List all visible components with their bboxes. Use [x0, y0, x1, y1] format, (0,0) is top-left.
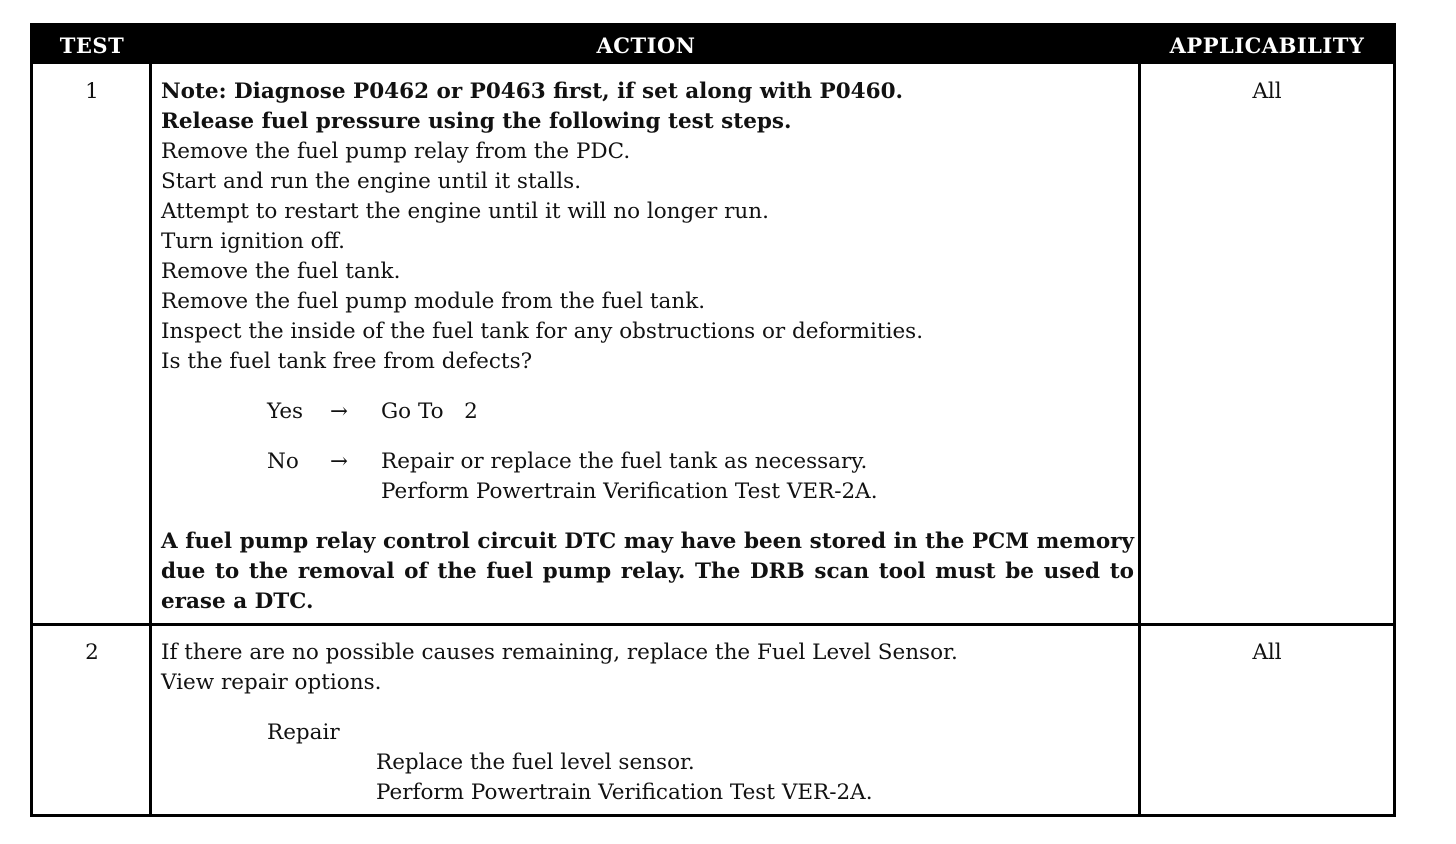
repair-label: Repair — [267, 720, 340, 745]
table-header — [33, 26, 1393, 64]
row-divider — [33, 623, 1393, 626]
question-line: Is the fuel tank free from defects? — [161, 349, 533, 374]
step-line: View repair options. — [161, 670, 382, 695]
repair-step: Perform Powertrain Verification Test VER-2A. — [376, 780, 873, 805]
dtc-warning: A fuel pump relay control circuit DTC may have been stored in the PCM memory due to the removal of the fuel pump relay. The DRB scan tool must be used to erase a DTC. — [161, 529, 1134, 614]
goto-text: Go To 2 — [381, 399, 478, 424]
applicability-value: All — [1252, 640, 1282, 665]
diagnostic-table — [30, 23, 1396, 817]
no-option — [161, 447, 1146, 477]
yes-label: Yes — [267, 399, 304, 424]
step-line: Turn ignition off. — [161, 229, 345, 254]
no-action-text: Repair or replace the fuel tank as necessary. — [381, 449, 868, 474]
yes-option — [161, 397, 1146, 427]
applicability-value: All — [1252, 79, 1282, 104]
step-line: If there are no possible causes remaining, replace the Fuel Level Sensor. — [161, 640, 958, 665]
test-number: 1 — [85, 79, 99, 104]
test-number: 2 — [85, 640, 99, 665]
no-label: No — [267, 449, 299, 474]
step-line: Remove the fuel pump relay from the PDC. — [161, 139, 631, 164]
step-line: Start and run the engine until it stalls. — [161, 169, 582, 194]
header-applicability: APPLICABILITY — [1169, 33, 1365, 58]
step-line: Attempt to restart the engine until it will no longer run. — [161, 199, 769, 224]
step-line: Inspect the inside of the fuel tank for any obstructions or deformities. — [161, 319, 924, 344]
no-action-text: Perform Powertrain Verification Test VER-2A. — [381, 479, 878, 504]
step-line: Remove the fuel pump module from the fuel tank. — [161, 289, 706, 314]
action-cell — [161, 638, 1146, 808]
column-divider — [149, 64, 152, 814]
header-action: ACTION — [596, 33, 696, 58]
step-line: Remove the fuel tank. — [161, 259, 401, 284]
arrow-icon: → — [330, 449, 349, 474]
note-line: Note: Diagnose P0462 or P0463 first, if set along with P0460. — [161, 79, 904, 104]
arrow-icon: → — [330, 399, 349, 424]
header-test: TEST — [59, 33, 125, 58]
repair-step: Replace the fuel level sensor. — [376, 750, 695, 775]
note-line: Release fuel pressure using the following test steps. — [161, 109, 792, 134]
action-cell — [161, 77, 1146, 617]
